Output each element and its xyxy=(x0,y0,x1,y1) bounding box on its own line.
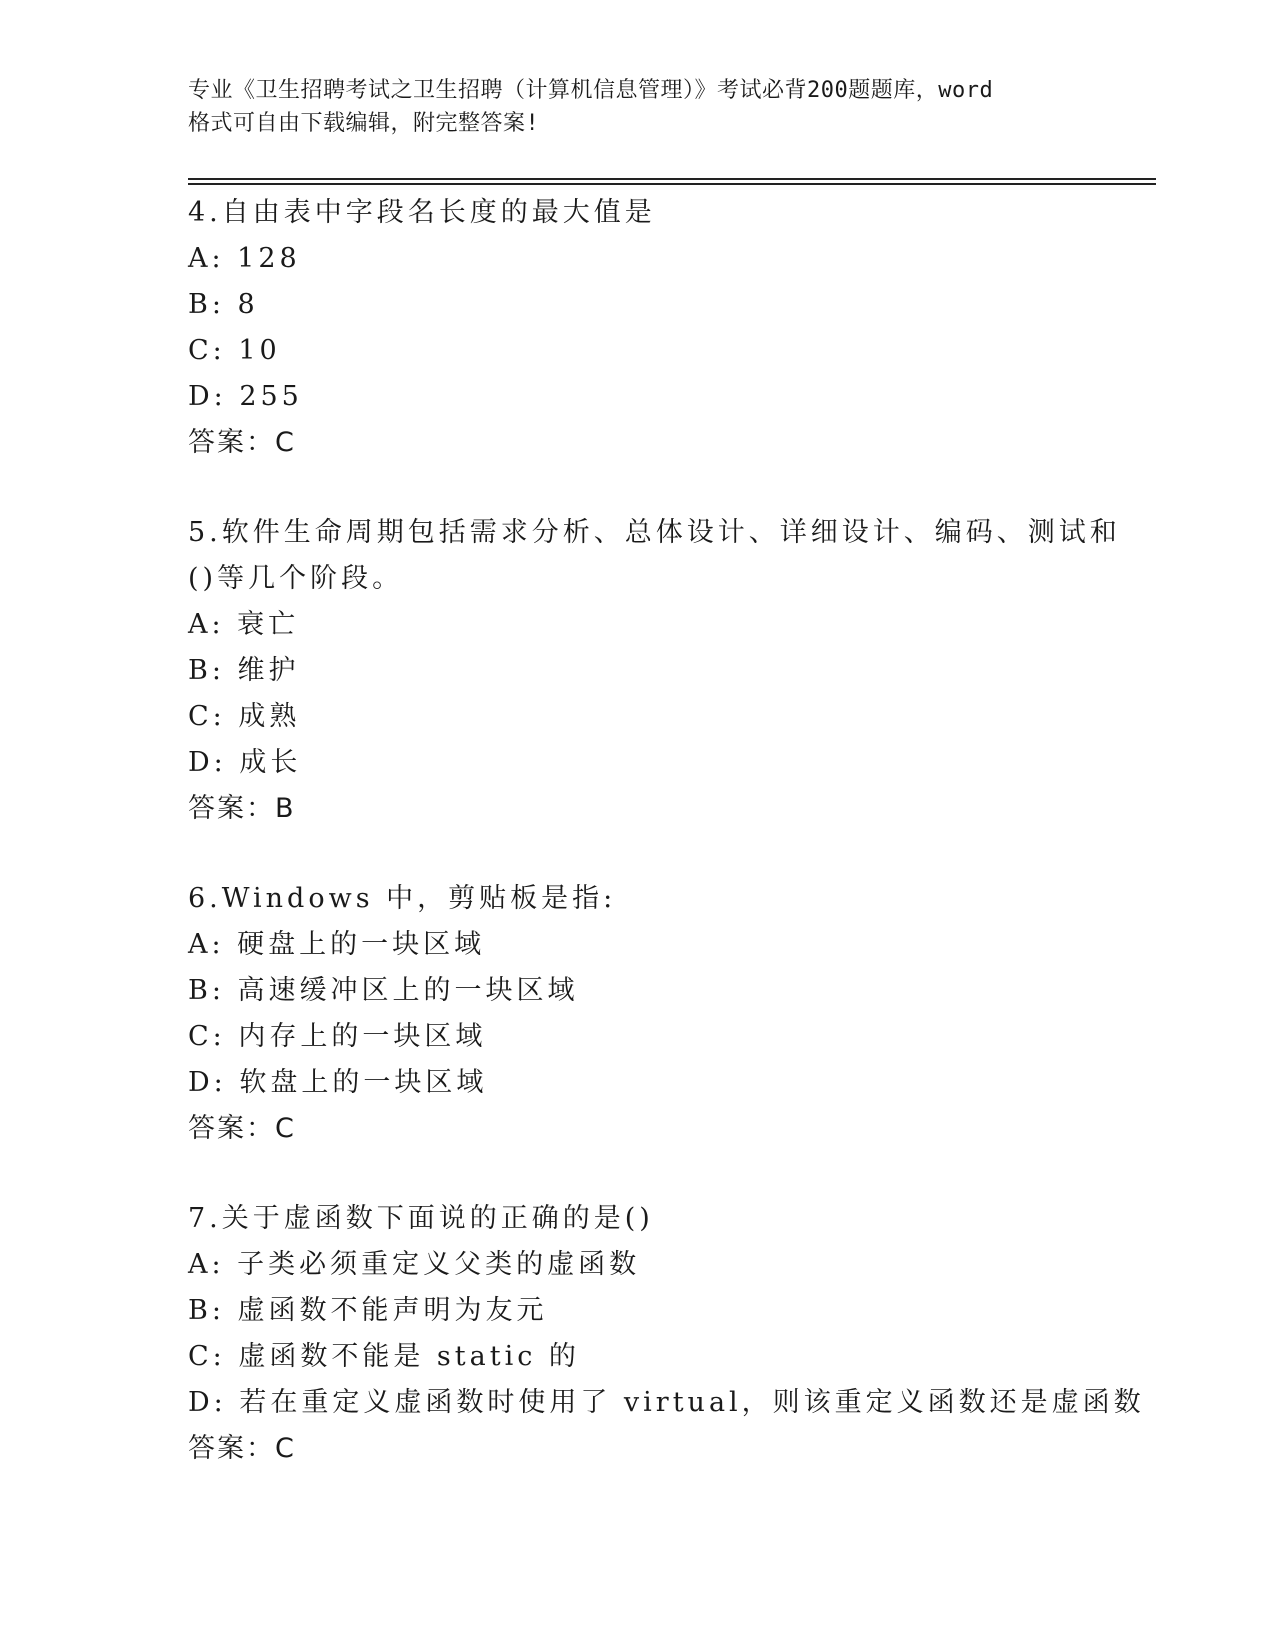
header-line-1: 专业《卫生招聘考试之卫生招聘（计算机信息管理）》考试必背200题题库，word xyxy=(188,78,994,103)
question-5 xyxy=(188,510,1148,832)
option-a: A: 衰亡 xyxy=(188,609,300,640)
option-d: D: 255 xyxy=(188,381,303,412)
question-6 xyxy=(188,876,1148,1152)
header-line-2: 格式可自由下载编辑，附完整答案! xyxy=(188,111,540,136)
question-stem-continued: ()等几个阶段。 xyxy=(188,563,404,594)
answer: 答案：C xyxy=(188,1113,296,1144)
question-stem: 5.软件生命周期包括需求分析、总体设计、详细设计、编码、测试和 xyxy=(188,517,1121,548)
option-c: C: 10 xyxy=(188,335,281,366)
option-c: C: 内存上的一块区域 xyxy=(188,1021,487,1052)
document-header xyxy=(188,74,1108,140)
header-divider-top xyxy=(188,178,1156,180)
question-7 xyxy=(188,1196,1148,1472)
question-stem: 6.Windows 中，剪贴板是指: xyxy=(188,883,617,914)
option-b: B: 高速缓冲区上的一块区域 xyxy=(188,975,579,1006)
option-d: D: 软盘上的一块区域 xyxy=(188,1067,488,1098)
option-a: A: 128 xyxy=(188,243,301,274)
question-4 xyxy=(188,190,1148,466)
option-a: A: 硬盘上的一块区域 xyxy=(188,929,486,960)
option-c: C: 成熟 xyxy=(188,701,301,732)
option-d: D: 若在重定义虚函数时使用了 virtual，则该重定义函数还是虚函数 xyxy=(188,1387,1145,1418)
option-b: B: 8 xyxy=(188,289,259,320)
option-d: D: 成长 xyxy=(188,747,302,778)
option-c: C: 虚函数不能是 static 的 xyxy=(188,1341,580,1372)
answer: 答案：C xyxy=(188,427,296,458)
header-divider-bottom xyxy=(188,183,1156,185)
question-list xyxy=(188,190,1148,1472)
option-b: B: 维护 xyxy=(188,655,300,686)
option-b: B: 虚函数不能声明为友元 xyxy=(188,1295,548,1326)
question-stem: 4.自由表中字段名长度的最大值是 xyxy=(188,197,656,228)
answer: 答案：B xyxy=(188,793,296,824)
question-stem: 7.关于虚函数下面说的正确的是() xyxy=(188,1203,654,1234)
answer: 答案：C xyxy=(188,1433,296,1464)
option-a: A: 子类必须重定义父类的虚函数 xyxy=(188,1249,641,1280)
